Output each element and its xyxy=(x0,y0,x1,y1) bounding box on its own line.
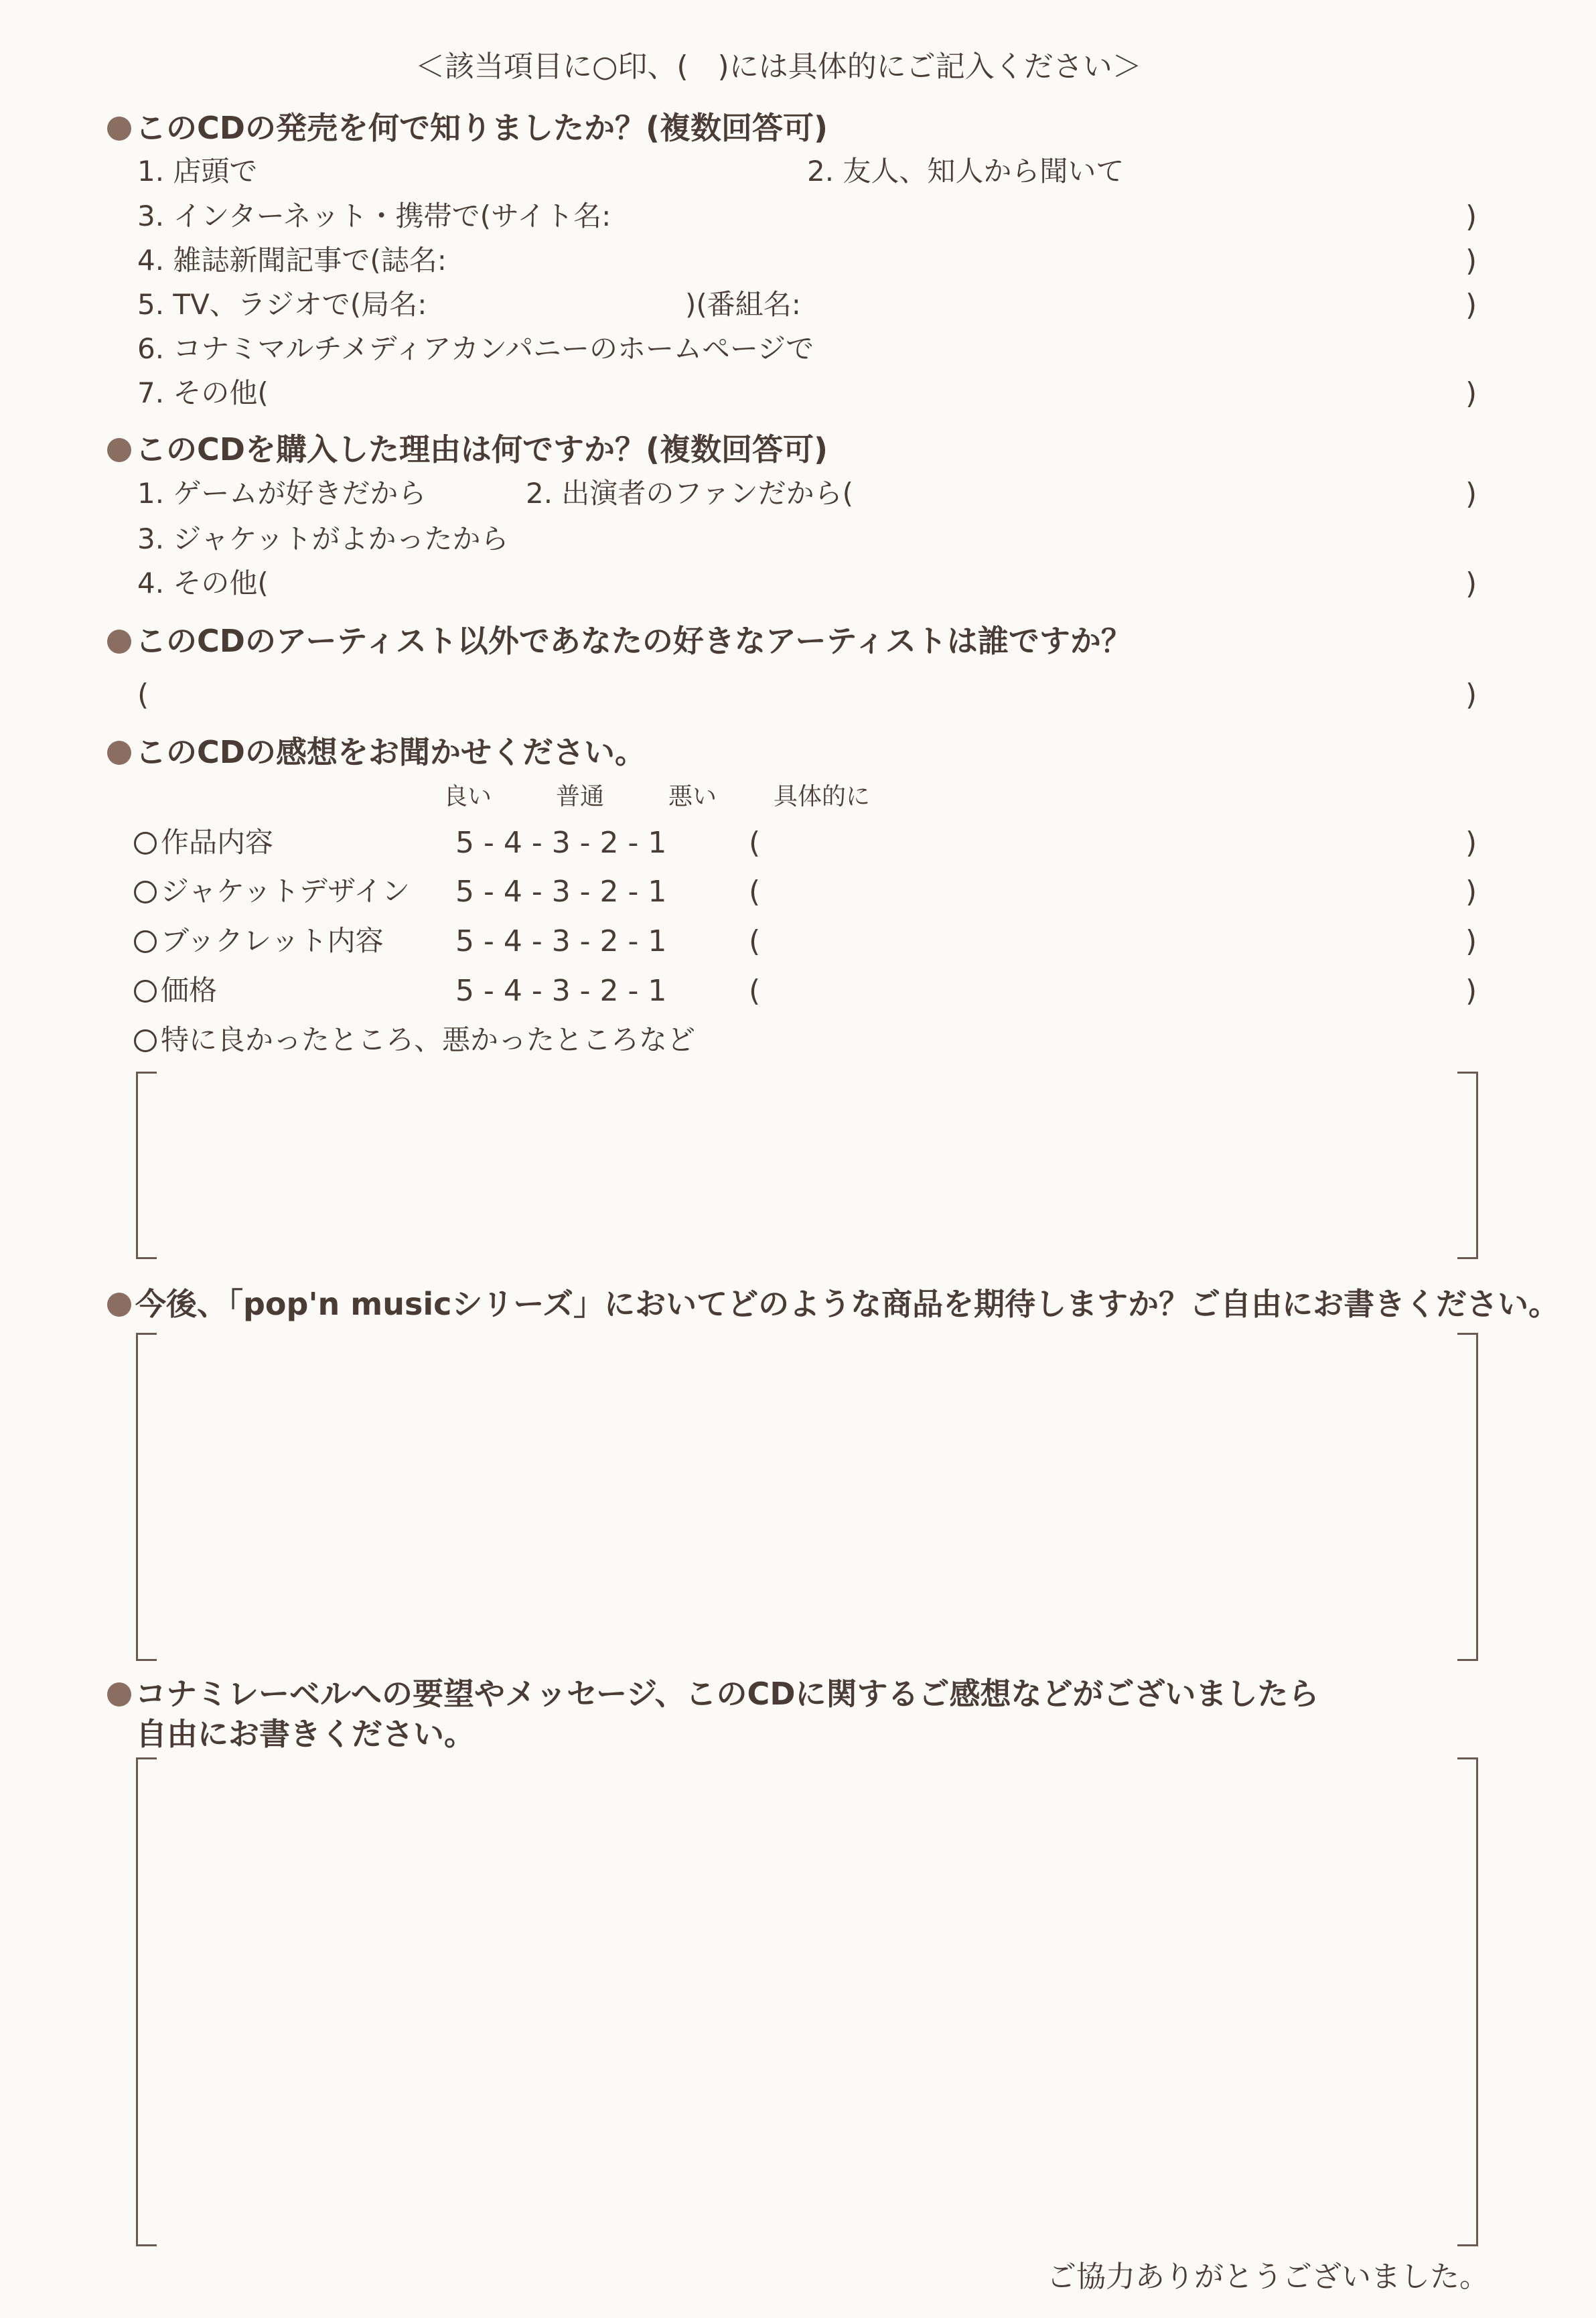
circle-icon xyxy=(134,881,157,903)
open-paren: ( xyxy=(749,924,761,958)
close-paren: ) xyxy=(1465,678,1477,712)
close-paren: ) xyxy=(1465,288,1477,322)
q2-option-1[interactable]: 1. ゲームが好きだから xyxy=(137,477,427,510)
close-paren: ) xyxy=(1465,477,1477,511)
open-paren: ( xyxy=(137,678,149,712)
q6-title: コナミレーベルへの要望やメッセージ、このCDに関するご感想などがございましたら xyxy=(107,1678,1319,1709)
bullet-dot-icon xyxy=(107,117,131,141)
instruction-header: ＜該当項目に○印、( )には具体的にご記入ください＞ xyxy=(415,50,1142,84)
rating-header-normal: 普通 xyxy=(556,783,605,810)
q2-option-3[interactable]: 3. ジャケットがよかったから xyxy=(137,522,509,555)
q3-title: このCDのアーティスト以外であなたの好きなアーティストは誰ですか？ xyxy=(107,626,1132,656)
q5-title: 今後、「pop'n musicシリーズ」においてどのような商品を期待しますか？ご自由にお書きください。 xyxy=(107,1289,1559,1319)
q1-option-6[interactable]: 6. コナミマルチメディアカンパニーのホームページで xyxy=(137,332,814,365)
q1-option-5-program[interactable]: )(番組名: xyxy=(685,288,801,321)
open-paren: ( xyxy=(749,875,761,909)
comments-box[interactable] xyxy=(136,1072,1478,1259)
rating-header-bad: 悪い xyxy=(668,783,717,810)
q2-option-4[interactable]: 4. その他( xyxy=(137,567,269,599)
q1-option-5[interactable]: 5. TV、ラジオで(局名: xyxy=(137,288,427,321)
close-paren: ) xyxy=(1465,974,1477,1008)
close-paren: ) xyxy=(1465,875,1477,909)
close-paren: ) xyxy=(1465,924,1477,958)
rating-scale[interactable]: 5 - 4 - 3 - 2 - 1 xyxy=(455,924,667,958)
bullet-dot-icon xyxy=(107,741,131,765)
rating-row-content: 作品内容 xyxy=(134,828,273,857)
rating-scale[interactable]: 5 - 4 - 3 - 2 - 1 xyxy=(455,875,667,909)
q1-option-2[interactable]: 2. 友人、知人から聞いて xyxy=(807,155,1125,188)
rating-row-comments: 特に良かったところ、悪かったところなど xyxy=(134,1026,695,1054)
q1-option-7[interactable]: 7. その他( xyxy=(137,376,269,409)
close-paren: ) xyxy=(1465,244,1477,278)
q2-option-2[interactable]: 2. 出演者のファンだから( xyxy=(526,477,853,510)
circle-icon xyxy=(134,832,157,855)
q2-title: このCDを購入した理由は何ですか？(複数回答可) xyxy=(107,434,828,465)
rating-row-price: 価格 xyxy=(134,976,217,1005)
bullet-dot-icon xyxy=(107,1293,131,1317)
open-paren: ( xyxy=(749,826,761,860)
q1-title: このCDの発売を何で知りましたか？(複数回答可) xyxy=(107,113,828,143)
q1-option-1[interactable]: 1. 店頭で xyxy=(137,155,258,188)
close-paren: ) xyxy=(1465,567,1477,601)
circle-icon xyxy=(134,930,157,953)
bullet-dot-icon xyxy=(107,1682,131,1707)
open-paren: ( xyxy=(749,974,761,1008)
rating-header-detail: 具体的に xyxy=(774,783,871,810)
rating-header-good: 良い xyxy=(443,783,492,810)
close-paren: ) xyxy=(1465,376,1477,411)
q4-title: このCDの感想をお聞かせください。 xyxy=(107,737,646,768)
q1-option-4[interactable]: 4. 雑誌新聞記事で(誌名: xyxy=(137,244,447,277)
q1-option-3[interactable]: 3. インターネット・携帯で(サイト名: xyxy=(137,200,611,232)
expectations-box[interactable] xyxy=(136,1333,1478,1661)
thank-you-footer: ご協力ありがとうございました。 xyxy=(1047,2260,1489,2294)
close-paren: ) xyxy=(1465,826,1477,860)
circle-icon xyxy=(134,1029,157,1052)
circle-icon xyxy=(134,980,157,1003)
bullet-dot-icon xyxy=(107,438,131,462)
close-paren: ) xyxy=(1465,200,1477,234)
rating-row-jacket: ジャケットデザイン xyxy=(134,877,410,906)
bullet-dot-icon xyxy=(107,630,131,654)
rating-row-booklet: ブックレット内容 xyxy=(134,927,384,955)
message-box[interactable] xyxy=(136,1757,1478,2246)
rating-scale[interactable]: 5 - 4 - 3 - 2 - 1 xyxy=(455,974,667,1008)
rating-scale[interactable]: 5 - 4 - 3 - 2 - 1 xyxy=(455,826,667,860)
q6-title-line2: 自由にお書きください。 xyxy=(136,1716,475,1752)
